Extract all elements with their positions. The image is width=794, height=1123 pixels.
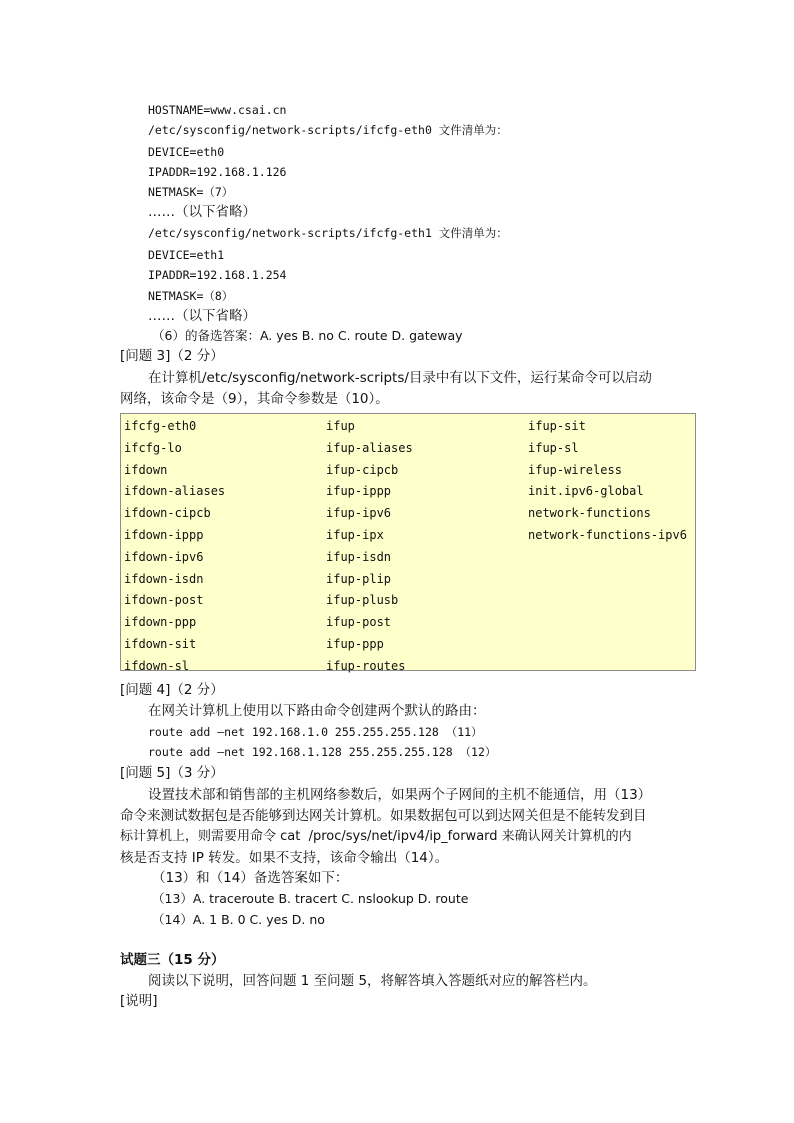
section3-title: 试题三（15 分） bbox=[120, 952, 225, 968]
file-entry: ifdown-cipcb bbox=[124, 506, 211, 521]
file-entry: ifdown-isdn bbox=[124, 571, 204, 586]
file-column-1 bbox=[124, 416, 225, 678]
eth0-omitted: ……（以下省略） bbox=[148, 204, 256, 220]
file-entry: ifup-post bbox=[326, 615, 392, 630]
file-entry: ifup-aliases bbox=[326, 440, 413, 455]
file-entry: ifcfg-lo bbox=[124, 440, 182, 455]
answer6-options: （6）的备选答案：A. yes B. no C. route D. gateway bbox=[152, 328, 463, 343]
file-entry: network-functions bbox=[528, 506, 651, 521]
q5-text-line2: 命令来测试数据包是否能够到达网关计算机。如果数据包可以到达网关但是不能转发到目 bbox=[120, 808, 647, 824]
eth0-netmask: NETMASK=（7） bbox=[148, 185, 234, 199]
eth1-omitted: ……（以下省略） bbox=[148, 308, 256, 324]
eth1-file-path: /etc/sysconfig/network-scripts/ifcfg-eth1 文件清单为： bbox=[148, 226, 508, 240]
file-entry: ifdown bbox=[124, 462, 168, 477]
q5-heading: [问题 5]（3 分） bbox=[120, 765, 224, 781]
file-entry: ifup-routes bbox=[326, 658, 406, 673]
file-entry: ifdown-sl bbox=[124, 658, 190, 673]
q4-text: 在网关计算机上使用以下路由命令创建两个默认的路由： bbox=[148, 703, 486, 719]
section3-description-label: [说明] bbox=[120, 993, 158, 1009]
file-entry: ifup-ipx bbox=[326, 527, 384, 542]
file-entry: ifup-plip bbox=[326, 571, 392, 586]
file-entry: ifup-ippp bbox=[326, 484, 392, 499]
route-command-2: route add –net 192.168.1.128 255.255.255.128 （12） bbox=[148, 745, 497, 759]
q3-heading: [问题 3]（2 分） bbox=[120, 348, 224, 364]
file-entry: ifdown-ppp bbox=[124, 615, 197, 630]
file-list-table bbox=[120, 413, 696, 671]
file-entry: ifdown-ippp bbox=[124, 527, 204, 542]
eth0-ipaddr: IPADDR=192.168.1.126 bbox=[148, 165, 287, 179]
file-entry: ifup-ppp bbox=[326, 636, 384, 651]
route-command-1: route add –net 192.168.1.0 255.255.255.128 （11） bbox=[148, 725, 483, 739]
file-entry: ifup-sit bbox=[528, 419, 586, 433]
q5-text-line1: 设置技术部和销售部的主机网络参数后，如果两个子网间的主机不能通信，用（13） bbox=[148, 787, 652, 803]
hostname-line: HOSTNAME=www.csai.cn bbox=[148, 103, 287, 117]
q13-options: （13）A. traceroute B. tracert C. nslookup D. route bbox=[152, 891, 469, 906]
file-entry: ifup-isdn bbox=[326, 549, 392, 564]
file-column-3 bbox=[528, 416, 687, 547]
q14-options: （14）A. 1 B. 0 C. yes D. no bbox=[152, 912, 325, 927]
file-entry: ifup-wireless bbox=[528, 462, 622, 477]
eth0-device: DEVICE=eth0 bbox=[148, 145, 225, 159]
file-entry: ifup-ipv6 bbox=[326, 506, 392, 521]
file-entry: ifdown-sit bbox=[124, 636, 197, 651]
file-entry: ifcfg-eth0 bbox=[124, 419, 197, 433]
q5-text-line3: 标计算机上，则需要用命令 cat /proc/sys/net/ipv4/ip_forward 来确认网关计算机的内 bbox=[120, 829, 632, 844]
file-column-2 bbox=[326, 416, 413, 678]
q3-text-line2: 网络，该命令是（9），其命令参数是（10）。 bbox=[120, 391, 389, 407]
q4-heading: [问题 4]（2 分） bbox=[120, 682, 224, 698]
section3-instructions: 阅读以下说明，回答问题 1 至问题 5，将解答填入答题纸对应的解答栏内。 bbox=[148, 973, 597, 989]
q5-options-intro: （13）和（14）备选答案如下： bbox=[152, 870, 349, 886]
eth1-device: DEVICE=eth1 bbox=[148, 248, 225, 262]
eth0-file-path: /etc/sysconfig/network-scripts/ifcfg-eth0 文件清单为： bbox=[148, 123, 508, 137]
file-entry: ifup-plusb bbox=[326, 593, 399, 608]
q5-text-line4: 核是否支持 IP 转发。如果不支持，该命令输出（14）。 bbox=[120, 850, 449, 866]
file-entry: init.ipv6-global bbox=[528, 484, 644, 499]
file-entry: ifdown-ipv6 bbox=[124, 549, 204, 564]
file-entry: ifup-cipcb bbox=[326, 462, 399, 477]
file-entry: ifup-sl bbox=[528, 440, 579, 455]
eth1-netmask: NETMASK=（8） bbox=[148, 289, 234, 303]
file-entry: network-functions-ipv6 bbox=[528, 527, 687, 542]
file-entry: ifdown-post bbox=[124, 593, 204, 608]
file-entry: ifup bbox=[326, 419, 355, 433]
file-entry: ifdown-aliases bbox=[124, 484, 226, 499]
q3-text-line1: 在计算机/etc/sysconfig/network-scripts/目录中有以下文件，运行某命令可以启动 bbox=[148, 370, 652, 386]
eth1-ipaddr: IPADDR=192.168.1.254 bbox=[148, 268, 287, 282]
